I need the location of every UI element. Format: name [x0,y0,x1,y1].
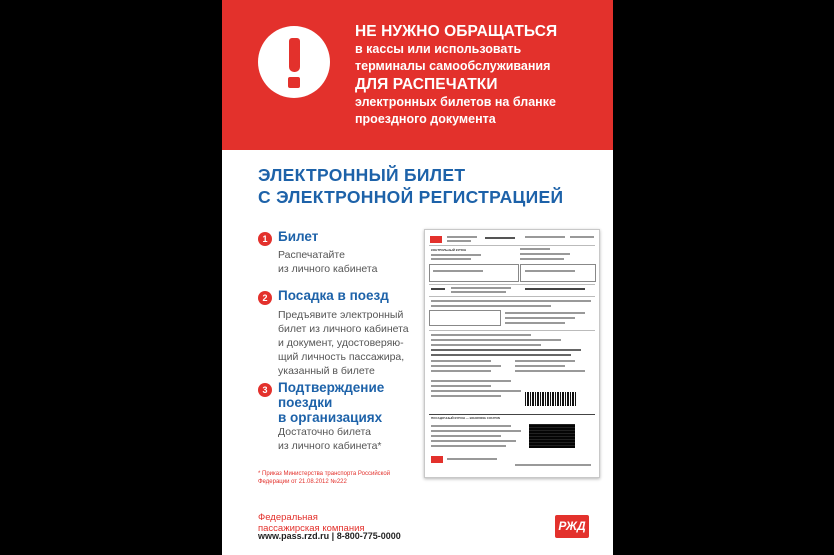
rzd-logo: РЖД [555,515,589,538]
rzd-mini-logo [430,236,442,243]
footnote: * Приказ Министерства транспорта Российской Федерации от 21.08.2012 №222 [258,471,391,485]
banner-line-1: НЕ НУЖНО ОБРАЩАТЬСЯ [355,23,558,40]
exclamation-icon [258,26,330,98]
banner-line-2: в кассы или использовать [355,42,522,56]
banner-line-6: проездного документа [355,112,496,126]
step-title: Подтверждение поездки в организациях [278,380,385,425]
poster [222,0,613,555]
coupon-label: КОНТРОЛЬНЫЙ КУПОН [431,248,467,252]
step-number: 2 [258,291,272,305]
step-title: Билет [278,229,319,244]
banner-line-5: электронных билетов на бланке [355,95,556,109]
step-number: 3 [258,383,272,397]
contacts: www.pass.rzd.ru | 8-800-775-0000 [258,531,401,541]
step-description: Предъявите электронный билет из личного кабинета и документ, удостоверяю- щий личность пассажира, указанный в билете [278,309,409,377]
step-number: 1 [258,232,272,246]
page-title [258,164,563,208]
step-title: Посадка в поезд [278,288,389,303]
warning-banner [222,0,613,150]
barcode [525,392,577,406]
company-name: Федеральная пассажирская компания [258,512,365,534]
ticket-sample-image [424,229,600,478]
title-line-2: С ЭЛЕКТРОННОЙ РЕГИСТРАЦИЕЙ [258,187,564,207]
title-line-1: ЭЛЕКТРОННЫЙ БИЛЕТ [258,165,466,185]
banner-line-3: терминалы самообслуживания [355,59,551,73]
banner-text [355,22,607,128]
step-description: Распечатайте из личного кабинета [278,249,378,275]
step-description: Достаточно билета из личного кабинета* [278,426,382,452]
banner-line-4: ДЛЯ РАСПЕЧАТКИ [355,76,498,93]
boarding-label: ПОСАДОЧНЫЙ КУПОН — BOARDING COUPON [431,416,500,420]
qr-code [529,424,575,448]
